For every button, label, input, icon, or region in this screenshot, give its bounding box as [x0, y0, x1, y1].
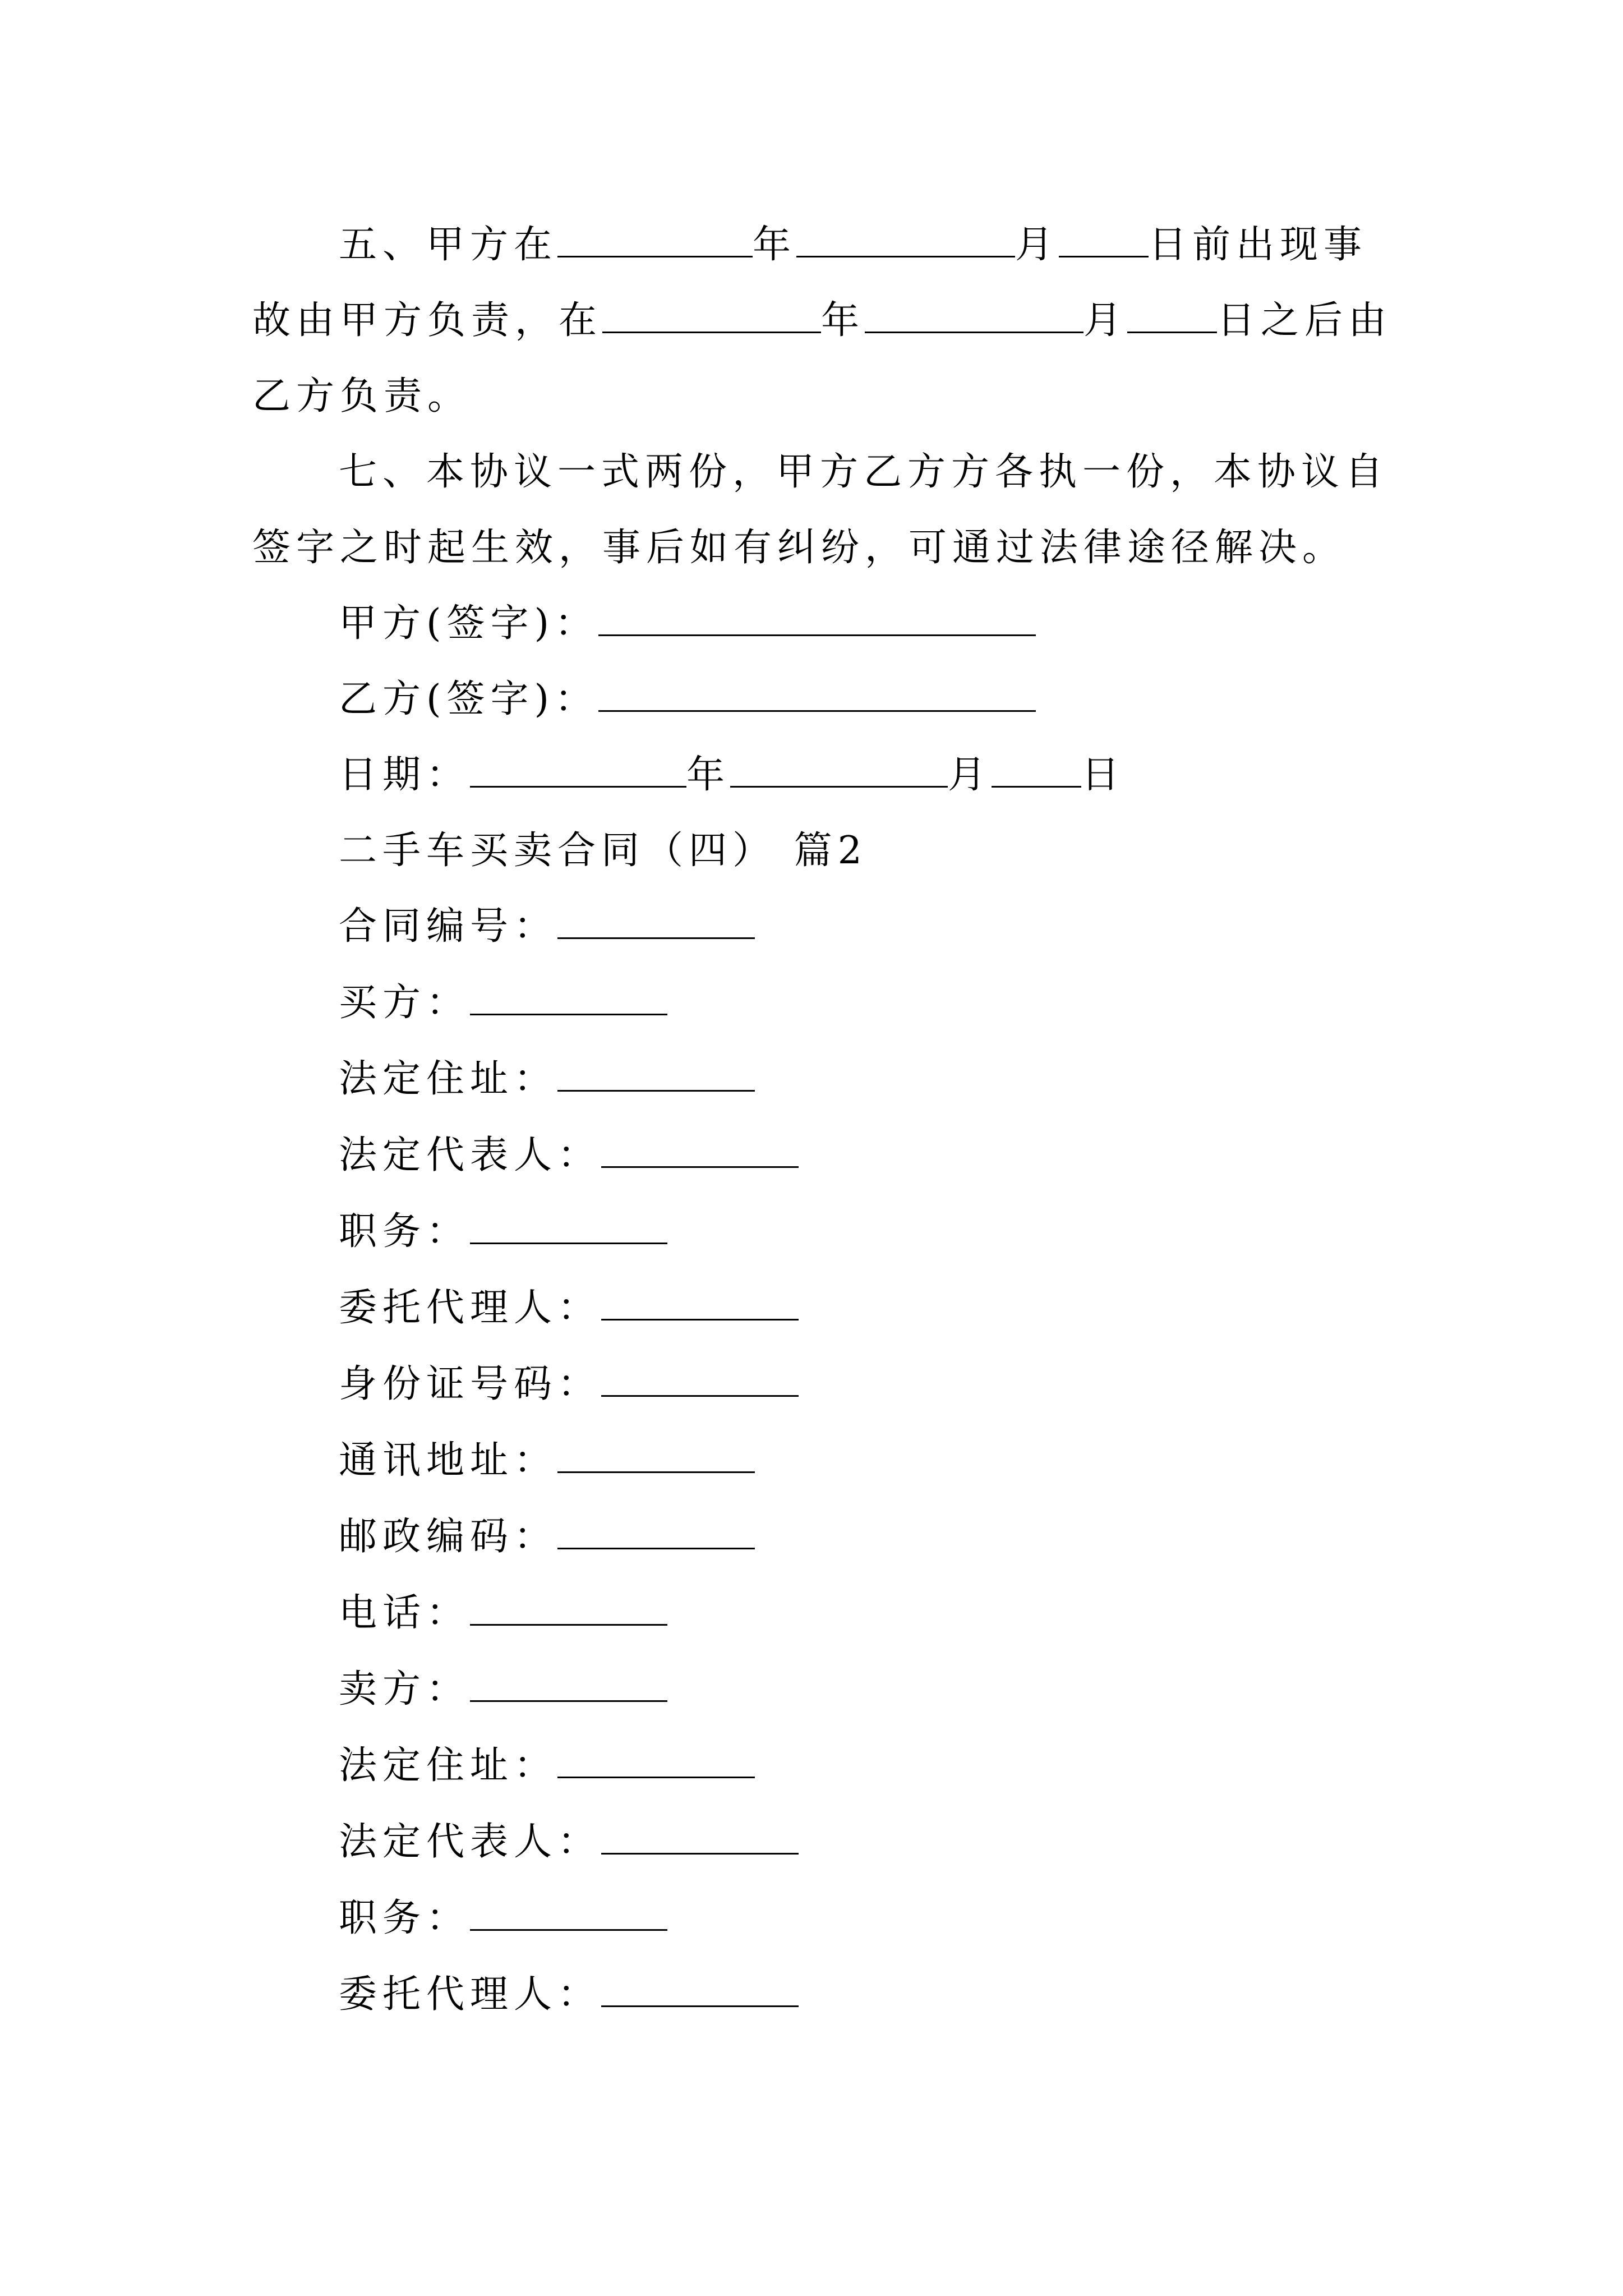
field-buyer-legal-rep: 法定代表人： [339, 1125, 1460, 1186]
field-blank [557, 1507, 755, 1549]
year-blank [602, 291, 821, 333]
field-blank [470, 973, 667, 1015]
signature-date: 日期： 年 月 日 [339, 744, 1460, 806]
field-blank [470, 1889, 667, 1931]
field-blank [557, 1431, 755, 1473]
day-blank [1059, 215, 1149, 257]
field-buyer-agent: 委托代理人： [339, 1277, 1460, 1339]
field-blank [557, 1736, 755, 1778]
field-buyer-position: 职务： [339, 1201, 1460, 1263]
field-blank [601, 1355, 799, 1397]
field-blank [557, 1050, 755, 1092]
day-blank [1127, 291, 1217, 333]
field-blank [470, 1660, 667, 1702]
field-blank [601, 1278, 799, 1320]
field-buyer: 买方： [339, 972, 1460, 1034]
signature-blank [598, 670, 1036, 712]
year-blank [557, 215, 753, 257]
clause-5-line-2: 故由甲方负责，在 年 月 日之后由 [252, 290, 1374, 352]
field-blank [557, 897, 755, 939]
field-seller-agent: 委托代理人： [339, 1964, 1460, 2026]
field-blank [601, 1812, 799, 1855]
month-blank [730, 746, 948, 788]
field-blank [470, 1584, 667, 1626]
month-blank [865, 291, 1083, 333]
party-a-signature: 甲方(签字)： [339, 593, 1460, 655]
field-buyer-id-number: 身份证号码： [339, 1354, 1460, 1415]
field-seller-position: 职务： [339, 1888, 1460, 1949]
field-seller-legal-rep: 法定代表人： [339, 1811, 1460, 1873]
clause-5-line-3: 乙方负责。 [252, 374, 472, 418]
party-b-signature: 乙方(签字)： [339, 669, 1460, 730]
field-buyer-postcode: 邮政编码： [339, 1506, 1460, 1568]
signature-blank [598, 594, 1036, 636]
field-buyer-phone: 电话： [339, 1582, 1460, 1644]
year-blank [470, 746, 686, 788]
clause-7-line-1: 七、本协议一式两份，甲方乙方方各执一份，本协议自 [339, 450, 1389, 494]
day-blank [992, 746, 1081, 788]
field-seller-address: 法定住址： [339, 1735, 1460, 1797]
field-buyer-address: 法定住址： [339, 1048, 1460, 1110]
field-buyer-mail-address: 通讯地址： [339, 1430, 1460, 1492]
field-blank [601, 1965, 799, 2007]
field-blank [601, 1126, 799, 1168]
section-title: 二手车买卖合同（四） 篇2 [339, 829, 868, 873]
field-contract-number: 合同编号： [339, 896, 1460, 958]
field-seller: 卖方： [339, 1659, 1460, 1720]
clause-7-line-2: 签字之时起生效，事后如有纠纷，可通过法律途径解决。 [252, 526, 1347, 570]
field-blank [470, 1202, 667, 1244]
month-blank [796, 215, 1015, 257]
clause-5-line-1: 五、甲方在 年 月 日前出现事 [339, 214, 1460, 276]
